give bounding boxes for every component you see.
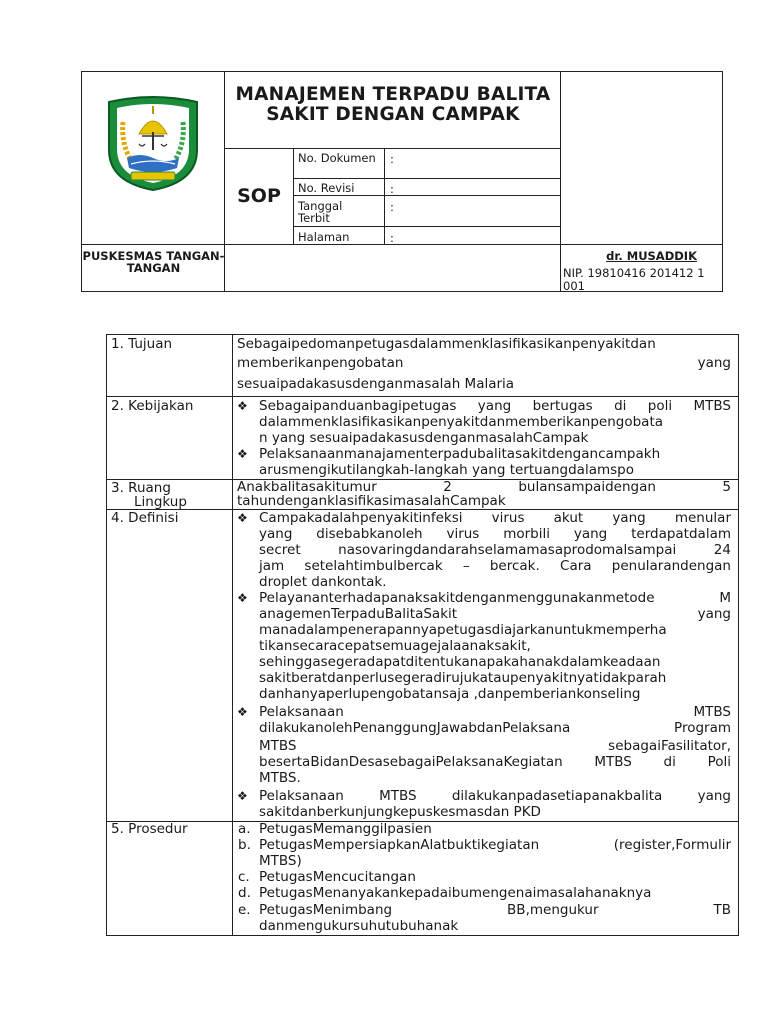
kebijakan-text: n yang sesuaipadakasusdenganmasalahCampak [259,430,589,446]
diamond-bullet-icon: ❖ [237,447,248,461]
doctor-name: dr. MUSADDIK [606,249,697,263]
definisi-text: danhanyaperlupengobatansaja ,danpemberiankonseling [259,686,641,702]
sop-label: SOP [237,185,281,207]
prosedur-item-letter: a. [238,821,251,837]
regency-logo [97,94,209,194]
doctor-signature-block [561,244,723,292]
sop-header [81,71,723,292]
prosedur-item-text: PetugasMempersiapkanAlatbuktikegiatan (register,Formulir [259,837,731,853]
diamond-bullet-icon: ❖ [237,789,248,803]
definisi-text: dilakukanolehPenanggungJawabdanPelaksana Program [259,720,731,736]
definisi-text: anagemenTerpaduBalitaSakit yang [259,606,731,622]
kebijakan-text: Pelaksanaanmanajamenterpadubalitasakitdengancampakh [259,446,661,462]
definisi-text: Campakadalahpenyakitinfeksi virus akut yang menular [259,510,731,526]
header-divider [293,148,294,244]
definisi-text: sakitdanberkunjungkepuskesmasdan PKD [259,804,541,820]
section-label-kebijakan: 2. Kebijakan [111,398,194,414]
definisi-text: droplet dankontak. [259,574,387,590]
definisi-text: besertaBidanDesasebagaiPelaksanaKegiatan MTBS di Poli [259,754,731,770]
prosedur-item-letter: b. [238,837,251,853]
header-divider [293,195,560,196]
tujuan-text: Sebagaipedomanpetugasdalammenklasifikasikanpenyakitdan [237,336,656,352]
definisi-text: yang disebabkanoleh virus morbili yang terdapatdalam [259,526,731,542]
prosedur-item-text: danmengukursuhutubuhanak [259,918,459,934]
prosedur-item-letter: d. [238,885,251,901]
definisi-text: sehinggasegeradapatditentukanapakahanakdalamkeadaan [259,654,661,670]
prosedur-item-text: PetugasMencucitangan [259,869,416,885]
prosedur-item-letter: e. [238,902,251,918]
section-label-tujuan: 1. Tujuan [111,336,173,352]
header-divider [384,148,385,244]
kebijakan-text: arusmengikutilangkah-langkah yang tertuangdalamspo [259,462,634,478]
definisi-text: Pelayananterhadapanaksakitdenganmenggunakanmetode M [259,590,731,606]
definisi-text: sakitberatdanperlusegeradirujukataupenyakitnyatidakparah [259,670,667,686]
document-title: MANAJEMEN TERPADU BALITA SAKIT DENGAN CAMPAK [235,84,551,125]
definisi-text: Pelaksanaan MTBS [259,704,731,720]
table-divider [107,396,739,397]
doc-field-label: Tanggal Terbit [298,199,343,225]
diamond-bullet-icon: ❖ [237,511,248,525]
definisi-text: jam setelahtimbulbercak – bercak. Cara penularandengan [259,558,731,574]
definisi-text: MTBS. [259,770,301,786]
doctor-nip: NIP. 19810416 201412 1 001 [563,266,705,293]
definisi-text: secret nasovaringdandarahselamamasaprodomalsampai 24 [259,542,731,558]
definisi-text: tikansecaracepatsemuagejalaanaksakit, [259,638,531,654]
header-divider [293,226,560,227]
section-label-ruang: 3. Ruang [111,480,171,496]
kebijakan-text: Sebagaipanduanbagipetugas yang bertugas di poli MTBS [259,398,731,414]
definisi-text: manadalampenerapannyapetugasdiajarkanuntukmemperha [259,622,667,638]
section-label-prosedur: 5. Prosedur [111,821,188,837]
diamond-bullet-icon: ❖ [237,399,248,413]
doc-field-label: No. Dokumen [298,151,376,165]
ruang-text: Anakbalitasakitumur 2 bulansampaidengan 5 [237,479,731,495]
facility-name: PUSKESMAS TANGAN-TANGAN [82,249,225,275]
kebijakan-text: dalammenklasifikasikanpenyakitdanmemberikanpengobata [259,414,664,430]
section-label-definisi: 4. Definisi [111,510,179,526]
sop-content-table [106,334,739,936]
header-divider [293,178,560,179]
prosedur-item-text: PetugasMenimbang BB,mengukur TB [259,902,731,918]
ruang-text: tahundenganklasifikasimasalahCampak [237,493,506,509]
doc-field-colon: : [390,182,394,196]
doc-field-colon: : [390,200,394,214]
prosedur-item-text: MTBS) [259,853,302,869]
doc-field-colon: : [390,231,394,245]
doc-field-colon: : [390,152,394,166]
diamond-bullet-icon: ❖ [237,591,248,605]
section-label-ruang: Lingkup [134,494,187,510]
prosedur-item-text: PetugasMenanyakankepadaibumengenaimasalahanaknya [259,885,652,901]
prosedur-item-letter: c. [238,869,250,885]
doc-field-label: Halaman [298,230,350,244]
table-divider [232,335,233,936]
regency-emblem-icon [97,94,209,194]
doc-field-label: No. Revisi [298,181,355,195]
prosedur-item-text: PetugasMemanggilpasien [259,821,432,837]
tujuan-text: memberikanpengobatan yang [237,355,731,371]
definisi-text: Pelaksanaan MTBS dilakukanpadasetiapanakbalita yang [259,788,731,804]
definisi-text: MTBS sebagaiFasilitator, [259,738,731,754]
diamond-bullet-icon: ❖ [237,705,248,719]
tujuan-text: sesuaipadakasusdenganmasalah Malaria [237,376,515,392]
